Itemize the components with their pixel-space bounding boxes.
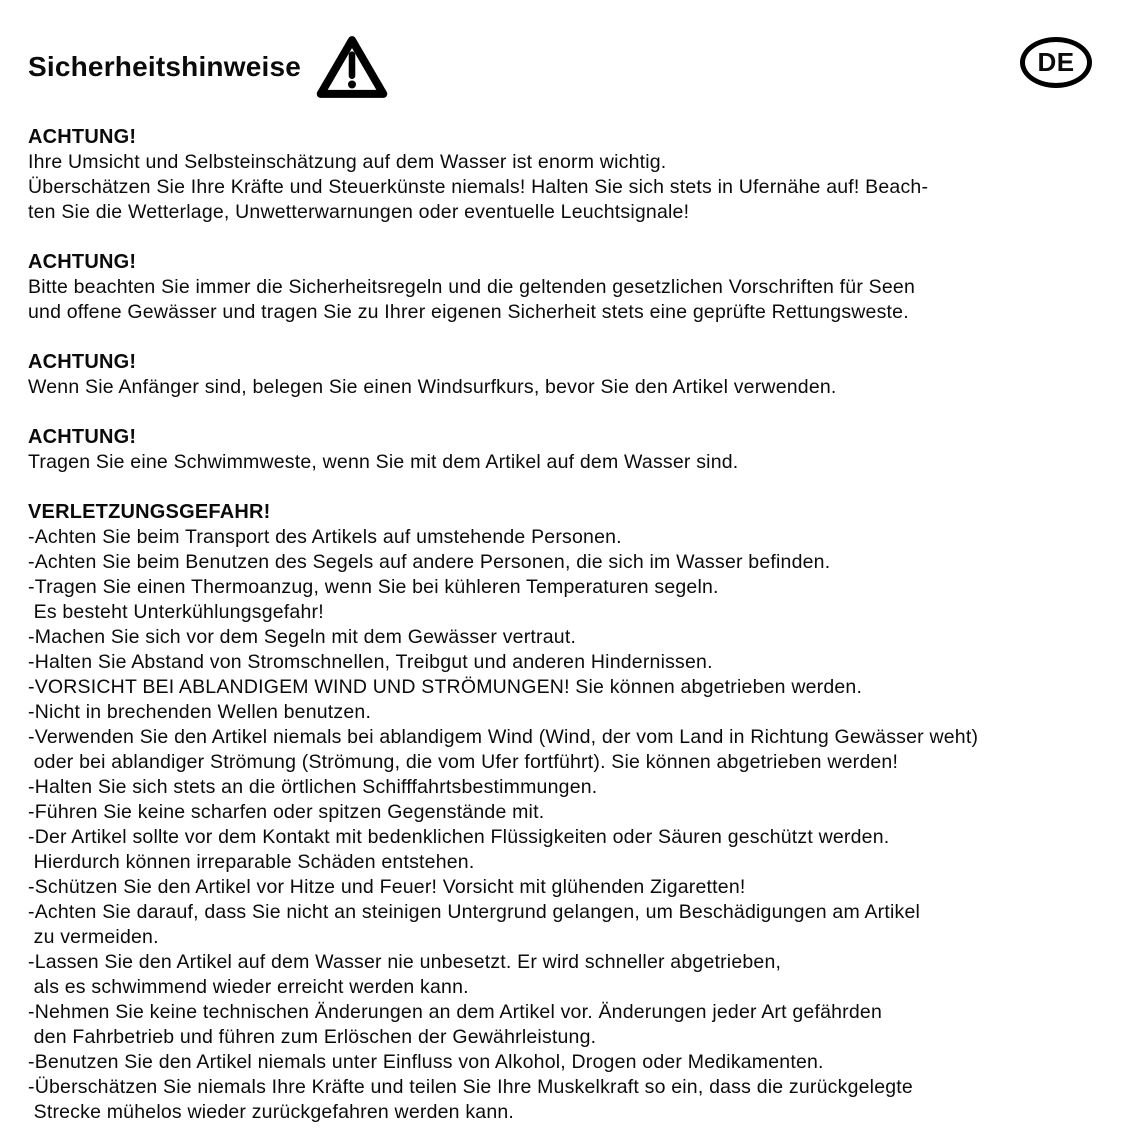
language-badge-de bbox=[1020, 37, 1092, 88]
title-row bbox=[28, 0, 1124, 100]
list-item: -Achten Sie darauf, dass Sie nicht an steinigen Untergrund gelangen, um Beschädigungen am Artikel bbox=[28, 901, 921, 923]
section-heading: ACHTUNG! bbox=[28, 251, 137, 273]
body-line: Überschätzen Sie Ihre Kräfte und Steuerkünste niemals! Halten Sie sich stets in Ufernähe auf! Beach- bbox=[28, 176, 929, 198]
body-line: Wenn Sie Anfänger sind, belegen Sie einen Windsurfkurs, bevor Sie den Artikel verwenden. bbox=[28, 376, 837, 398]
list-item: -Achten Sie beim Benutzen des Segels auf andere Personen, die sich im Wasser befinden. bbox=[28, 551, 831, 573]
section-heading: ACHTUNG! bbox=[28, 126, 137, 148]
list-item: -Nehmen Sie keine technischen Änderungen an dem Artikel vor. Änderungen jeder Art gefährden bbox=[28, 1001, 882, 1023]
section-heading: ACHTUNG! bbox=[28, 351, 137, 373]
section-achtung-4 bbox=[28, 424, 1124, 475]
language-badge-label: DE bbox=[1037, 47, 1075, 77]
page-title: Sicherheitshinweise bbox=[28, 51, 302, 82]
list-item: -Verwenden Sie den Artikel niemals bei ablandigem Wind (Wind, der vom Land in Richtung Gewässer weht) bbox=[28, 726, 979, 748]
warning-triangle-icon bbox=[315, 35, 389, 99]
body-line: Bitte beachten Sie immer die Sicherheitsregeln und die geltenden gesetzlichen Vorschriften für Seen bbox=[28, 276, 915, 298]
list-item: -Benutzen Sie den Artikel niemals unter Einfluss von Alkohol, Drogen oder Medikamenten. bbox=[28, 1051, 824, 1073]
list-item: -Achten Sie beim Transport des Artikels auf umstehende Personen. bbox=[28, 526, 622, 548]
section-heading: VERLETZUNGSGEFAHR! bbox=[28, 501, 271, 523]
list-item: -Tragen Sie einen Thermoanzug, wenn Sie bei kühleren Temperaturen segeln. bbox=[28, 576, 719, 598]
body-line: ten Sie die Wetterlage, Unwetterwarnungen oder eventuelle Leuchtsignale! bbox=[28, 201, 690, 223]
section-achtung-1 bbox=[28, 124, 1124, 225]
section-achtung-3 bbox=[28, 349, 1124, 400]
list-item: -Nicht in brechenden Wellen benutzen. bbox=[28, 701, 372, 723]
body-line: Ihre Umsicht und Selbsteinschätzung auf dem Wasser ist enorm wichtig. bbox=[28, 151, 667, 173]
list-item: -Der Artikel sollte vor dem Kontakt mit bedenklichen Flüssigkeiten oder Säuren geschützt werden. bbox=[28, 826, 890, 848]
list-item: -VORSICHT BEI ABLANDIGEM WIND UND STRÖMUNGEN! Sie können abgetrieben werden. bbox=[28, 676, 863, 698]
list-item: -Überschätzen Sie niemals Ihre Kräfte und teilen Sie Ihre Muskelkraft so ein, dass die zurückgelegte bbox=[28, 1076, 913, 1098]
section-verletzungsgefahr bbox=[28, 499, 1124, 1125]
list-item-continuation: Es besteht Unterkühlungsgefahr! bbox=[28, 601, 324, 623]
list-item-continuation: als es schwimmend wieder erreicht werden kann. bbox=[28, 976, 469, 998]
list-item: -Lassen Sie den Artikel auf dem Wasser nie unbesetzt. Er wird schneller abgetrieben, bbox=[28, 951, 782, 973]
list-item-continuation: den Fahrbetrieb und führen zum Erlöschen der Gewährleistung. bbox=[28, 1026, 597, 1048]
body-line: Tragen Sie eine Schwimmweste, wenn Sie mit dem Artikel auf dem Wasser sind. bbox=[28, 451, 739, 473]
body-line: und offene Gewässer und tragen Sie zu Ihrer eigenen Sicherheit stets eine geprüfte Rettungsweste. bbox=[28, 301, 909, 323]
list-item: -Führen Sie keine scharfen oder spitzen Gegenstände mit. bbox=[28, 801, 545, 823]
list-item: -Halten Sie Abstand von Stromschnellen, Treibgut und anderen Hindernissen. bbox=[28, 651, 713, 673]
list-item: -Machen Sie sich vor dem Segeln mit dem Gewässer vertraut. bbox=[28, 626, 577, 648]
section-achtung-2 bbox=[28, 249, 1124, 325]
list-item-continuation: oder bei ablandiger Strömung (Strömung, die vom Ufer fortführt). Sie können abgetrieben werden! bbox=[28, 751, 899, 773]
list-item-continuation: zu vermeiden. bbox=[28, 926, 159, 948]
section-heading: ACHTUNG! bbox=[28, 426, 137, 448]
list-item-continuation: Hierdurch können irreparable Schäden entstehen. bbox=[28, 851, 475, 873]
list-item: -Halten Sie sich stets an die örtlichen Schifffahrtsbestimmungen. bbox=[28, 776, 598, 798]
list-item: -Schützen Sie den Artikel vor Hitze und Feuer! Vorsicht mit glühenden Zigaretten! bbox=[28, 876, 746, 898]
list-item-continuation: Strecke mühelos wieder zurückgefahren werden kann. bbox=[28, 1101, 515, 1123]
